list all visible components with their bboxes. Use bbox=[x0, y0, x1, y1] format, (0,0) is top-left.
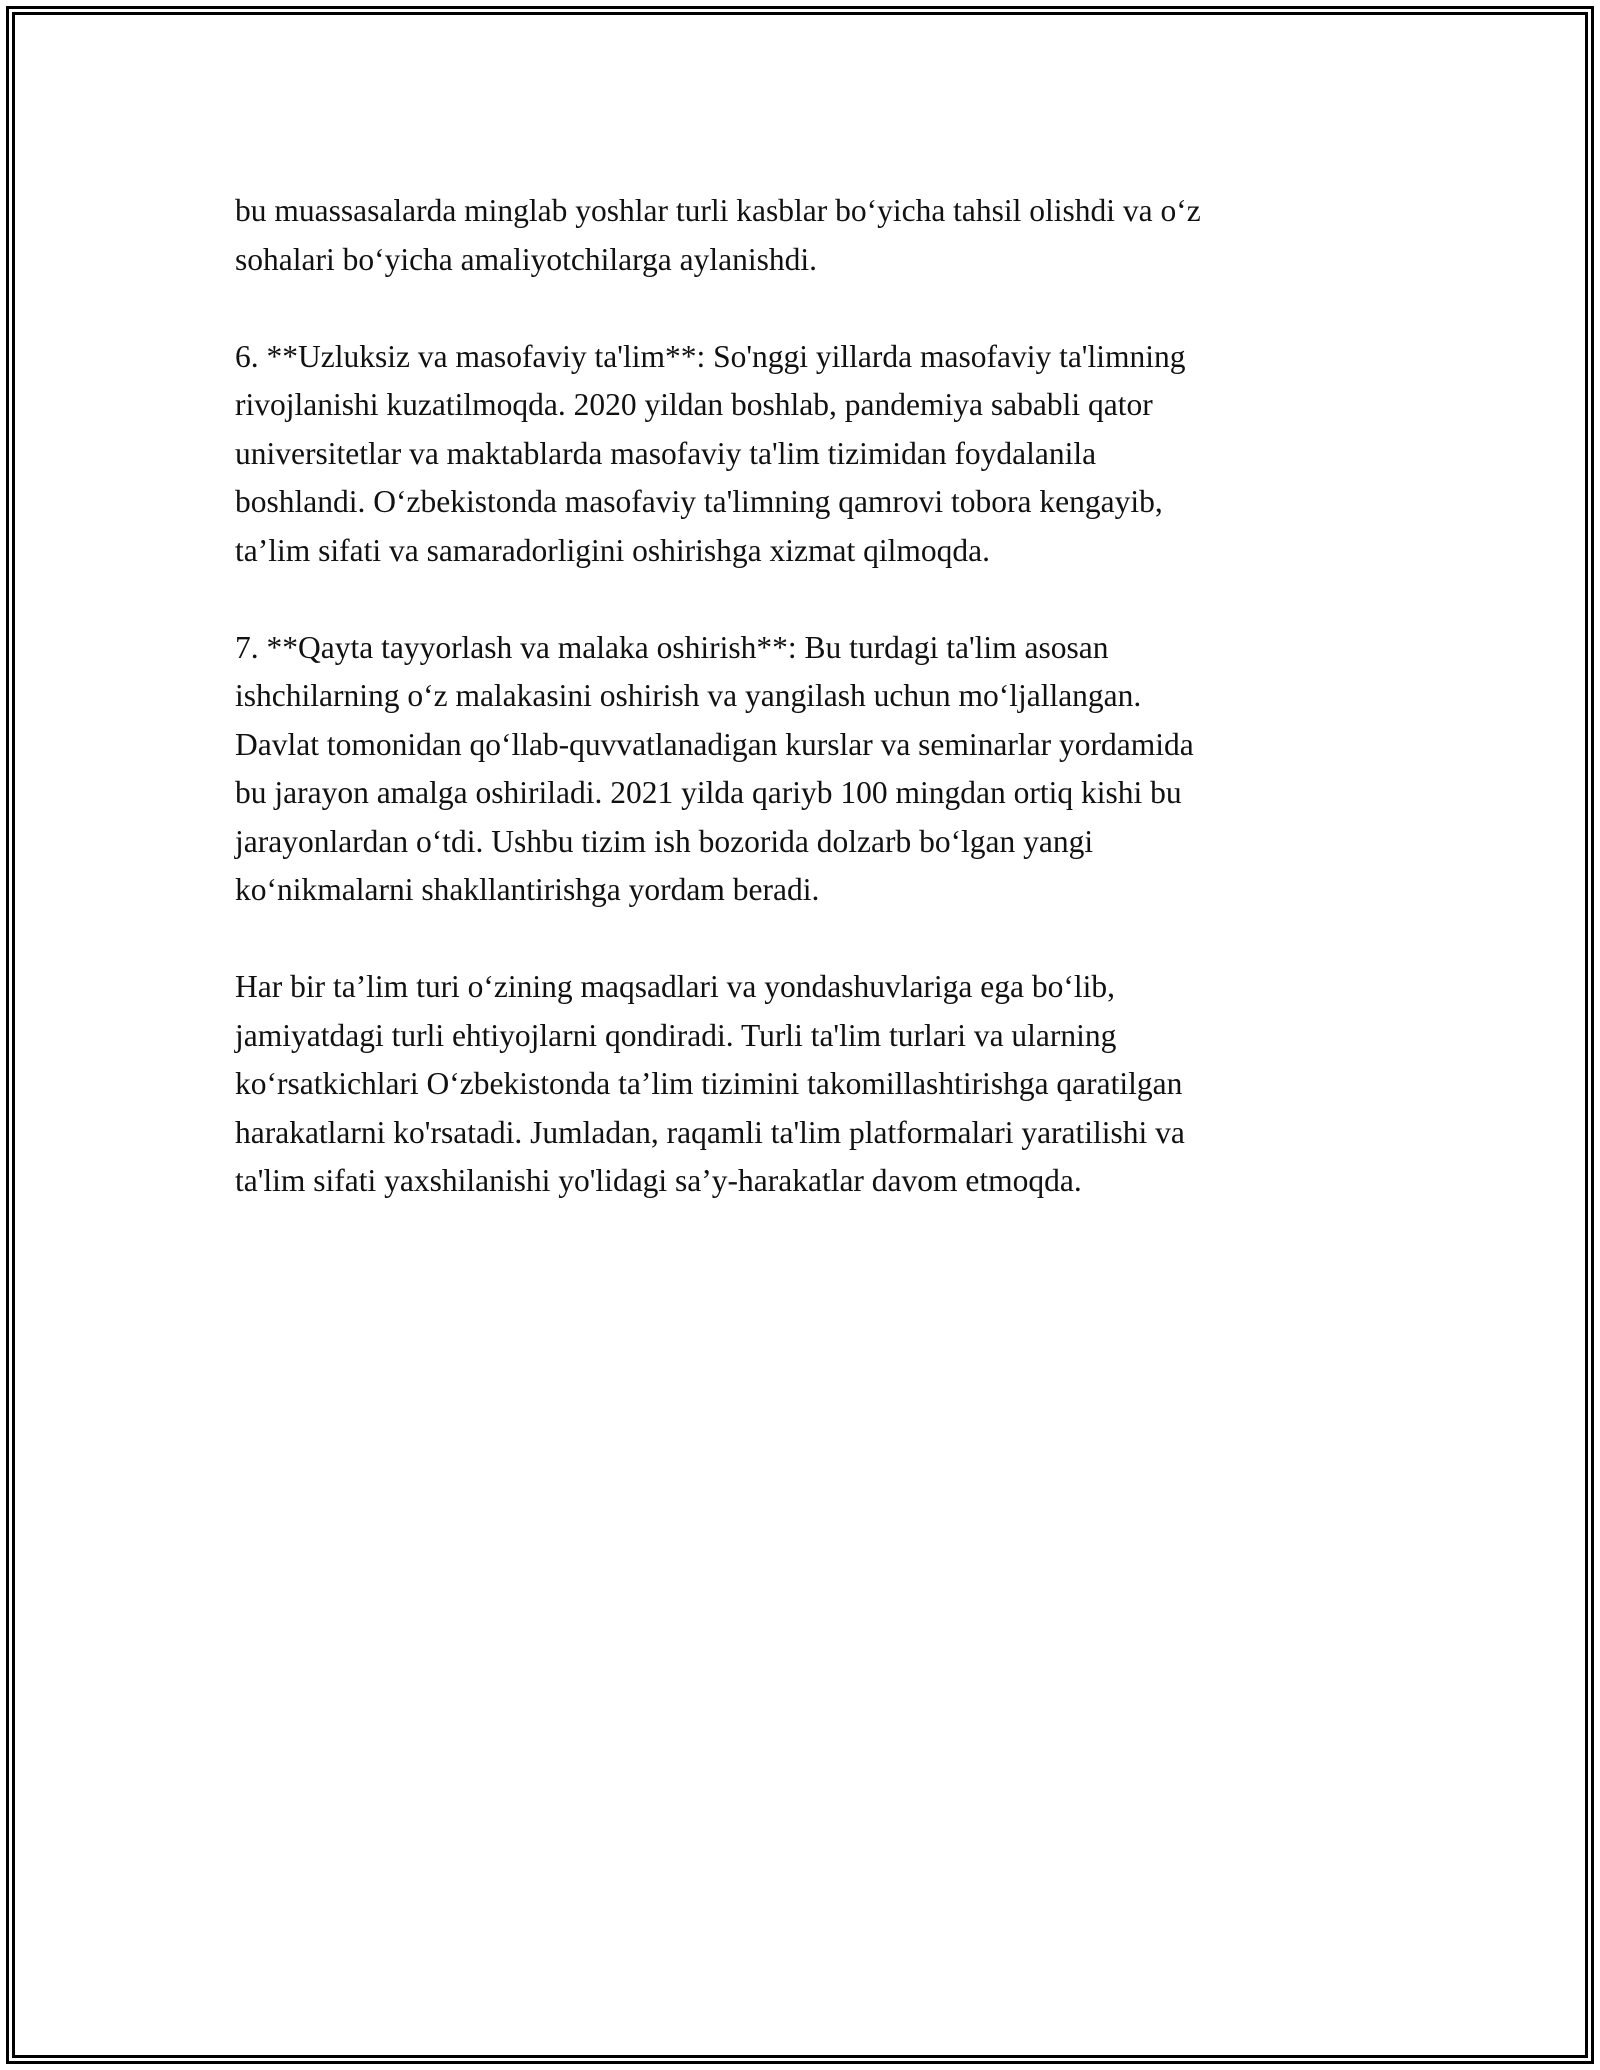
text-line: sohalari bo‘yicha amaliyotchilarga aylanishdi. bbox=[235, 241, 817, 277]
text-line: ta'lim sifati yaxshilanishi yo'lidagi sa’y-harakatlar davom etmoqda. bbox=[235, 1163, 1082, 1198]
text-line: ko‘rsatkichlari O‘zbekistonda ta’lim tizimini takomillashtirishga qaratilgan bbox=[235, 1066, 1183, 1101]
text-line: universitetlar va maktablarda masofaviy ta'lim tizimidan foydalanila bbox=[235, 435, 1097, 471]
text-line: rivojlanishi kuzatilmoqda. 2020 yildan boshlab, pandemiya sababli qator bbox=[235, 387, 1153, 422]
text-line: jamiyatdagi turli ehtiyojlarni qondiradi. Turli ta'lim turlari va ularning bbox=[235, 1017, 1117, 1053]
paragraph-item-6 bbox=[235, 333, 1415, 576]
paragraph-continuation bbox=[235, 187, 1415, 284]
document-body bbox=[235, 187, 1415, 1254]
text-line: 7. **Qayta tayyorlash va malaka oshirish**: Bu turdagi ta'lim asosan bbox=[235, 629, 1109, 665]
text-line: bu muassasalarda minglab yoshlar turli kasblar bo‘yicha tahsil olishdi va o‘z bbox=[235, 193, 1201, 228]
text-line: ko‘nikmalarni shakllantirishga yordam beradi. bbox=[235, 872, 820, 907]
text-line: bu jarayon amalga oshiriladi. 2021 yilda qariyb 100 mingdan ortiq kishi bu bbox=[235, 775, 1182, 810]
text-line: jarayonlardan o‘tdi. Ushbu tizim ish bozorida dolzarb bo‘lgan yangi bbox=[235, 823, 1094, 859]
paragraph-conclusion bbox=[235, 963, 1415, 1206]
text-line: harakatlarni ko'rsatadi. Jumladan, raqamli ta'lim platformalari yaratilishi va bbox=[235, 1114, 1185, 1150]
text-line: boshlandi. O‘zbekistonda masofaviy ta'limning qamrovi tobora kengayib, bbox=[235, 484, 1163, 519]
paragraph-item-7 bbox=[235, 624, 1415, 915]
text-line: 6. **Uzluksiz va masofaviy ta'lim**: So'nggi yillarda masofaviy ta'limning bbox=[235, 338, 1186, 374]
text-line: ishchilarning o‘z malakasini oshirish va yangilash uchun mo‘ljallangan. bbox=[235, 678, 1142, 713]
text-line: ta’lim sifati va samaradorligini oshirishga xizmat qilmoqda. bbox=[235, 532, 990, 568]
text-line: Har bir ta’lim turi o‘zining maqsadlari va yondashuvlariga ega bo‘lib, bbox=[235, 969, 1115, 1004]
text-line: Davlat tomonidan qo‘llab-quvvatlanadigan kurslar va seminarlar yordamida bbox=[235, 726, 1194, 762]
